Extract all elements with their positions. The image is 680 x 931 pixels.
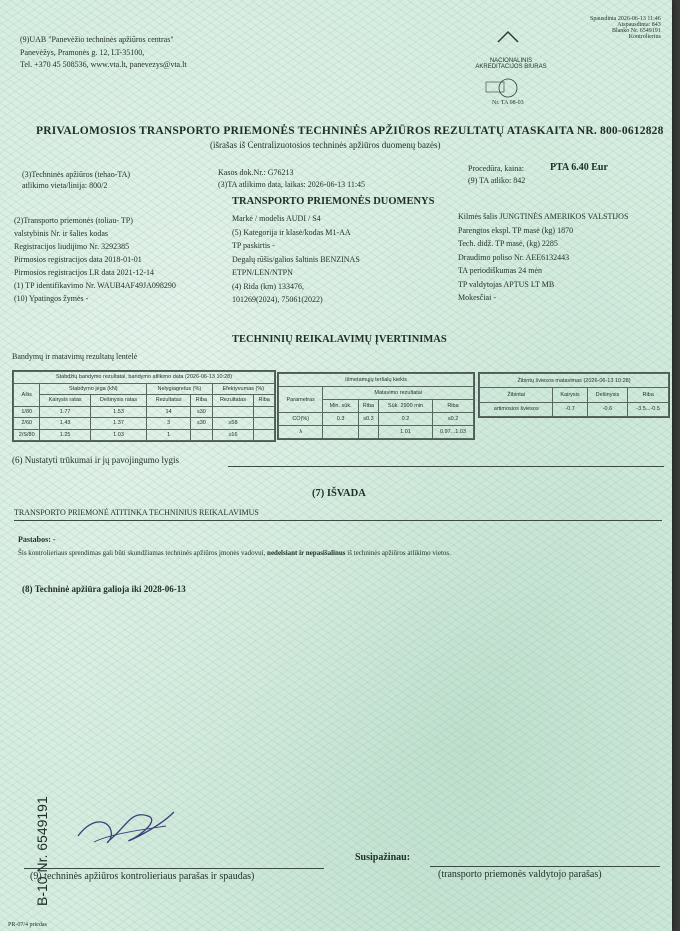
appeal-text-bold: nedelsiant ir nepasišalinus [267, 549, 346, 557]
table-cell: 1 [147, 429, 191, 441]
table-cell: 1.25 [40, 429, 90, 441]
table-cell: ≤30 [190, 418, 212, 430]
notes-label: Pastabos: - [18, 535, 56, 544]
defects-line [228, 466, 664, 467]
vehicle-field: Registracijos liudijimo Nr. 3292385 [14, 242, 130, 251]
table-header: Sūk. 2900 min [379, 400, 433, 413]
table-cell: 0.2 [379, 413, 433, 426]
vehicle-field: (1) TP identifikavimo Nr. WAUB4AF49JA098290 [14, 281, 176, 290]
vehicle-middle-column [232, 212, 360, 307]
vehicle-field: TP valdytojas APTUS LT MB [458, 279, 555, 289]
table-subheader: Rezultatas [212, 395, 254, 407]
table-cell: λ [279, 426, 323, 439]
requirements-heading: TECHNINIŲ REIKALAVIMŲ ĮVERTINIMAS [232, 334, 447, 345]
table-cell [212, 406, 254, 418]
table-header: Kairysis [553, 388, 587, 402]
vehicle-field: (5) Kategorija ir klasė/kodas M1-AA [232, 227, 351, 237]
table-caption: Stabdžių bandymo rezultatai, bandymo atlikimo data (2026-06-13 10:28) [14, 372, 275, 384]
table-row [14, 418, 275, 430]
table-subheader: Dešinysis ratas [90, 395, 146, 407]
vehicle-field: Pirmosios registracijos data 2018-01-01 [14, 255, 142, 264]
table-cell [190, 429, 212, 441]
cash-doc: Kasos dok.Nr.: G76213 [218, 168, 294, 177]
vehicle-field: 101269(2024), 75061(2022) [232, 295, 323, 304]
vehicle-field: (4) Rida (km) 133476, [232, 281, 304, 291]
table-header: Ašis [14, 383, 40, 406]
conclusion-line [14, 520, 662, 521]
table-cell: 1.53 [90, 406, 146, 418]
accreditation-text: NACIONALINIS AKREDITACIJOS BIURAS [475, 58, 547, 70]
table-row [14, 406, 275, 418]
vehicle-field: TA periodiškumas 24 mėn [458, 266, 543, 275]
table-cell: 1.77 [40, 406, 90, 418]
vehicle-field: Parengtos ekspl. TP masė (kg) 1870 [458, 225, 574, 235]
accreditation-logo-icon [456, 30, 566, 110]
table-header: Efektyvumas (%) [212, 383, 274, 395]
signature-icon [70, 790, 190, 860]
emissions-table [277, 372, 475, 440]
table-cell: ≤0.2 [432, 413, 473, 426]
inspection-time: (3)TA atlikimo data, laikas: 2026-06-13 11:45 [218, 180, 366, 189]
accreditation-stamp [456, 30, 566, 110]
table-header: Dešinysis [587, 388, 628, 402]
table-cell: ≥16 [212, 429, 254, 441]
print-info: Spausdinta 2026-06-13 11:46 Atspausdinta: 843 Blanko Nr. 6549191 Kontrolierius [590, 16, 661, 40]
vehicle-field: Draudimo poliso Nr. AEE6132443 [458, 252, 570, 262]
table-cell [254, 418, 275, 430]
defects-label: (6) Nustatyti trūkumai ir jų pavojingumo lygis [12, 455, 179, 465]
vehicle-field: Pirmosios registracijos LR data 2021-12-14 [14, 268, 154, 277]
table-header: Matavimo rezultatai [323, 387, 474, 400]
report-subtitle: (išrašas iš Centralizuotosios techninės apžiūros duomenų bazės) [210, 140, 441, 150]
conclusion-heading: (7) IŠVADA [312, 488, 366, 499]
table-cell: artimosios šviesos [480, 402, 553, 416]
table-header: Riba [432, 400, 473, 413]
vehicle-heading: TRANSPORTO PRIEMONĖS DUOMENYS [232, 196, 435, 207]
table-cell: 1.01 [379, 426, 433, 439]
table-header: Min. sūk. [323, 400, 358, 413]
company-name: (9)UAB "Panevėžio techninės apžiūros centras" [20, 35, 174, 44]
form-number: PR-07/4 priedas [8, 922, 47, 928]
appeal-text [18, 549, 451, 557]
table-cell: 2/60 [14, 418, 40, 430]
table-cell: -3.5...-0.5 [628, 402, 669, 416]
table-row [279, 413, 474, 426]
table-subheader: Kairysis ratas [40, 395, 90, 407]
table-cell: 14 [147, 406, 191, 418]
table-header: Riba [628, 388, 669, 402]
vehicle-field: (2)Transporto priemonės (toliau- TP) [14, 216, 133, 225]
vehicle-field: valstybinis Nr. ir šalies kodas [14, 229, 108, 238]
table-cell: ≤0.3 [358, 413, 378, 426]
vehicle-left-column [14, 214, 176, 305]
vehicle-right-column [458, 210, 628, 305]
company-contact: Tel. +370 45 508536, www.vta.lt, panevezys@vta.lt [20, 60, 187, 69]
blank-number: B-10 Nr. 6549191 [34, 796, 50, 906]
vehicle-field: Markė / modelis AUDI / S4 [232, 214, 321, 223]
table-cell: ≥58 [212, 418, 254, 430]
table-cell: 1.43 [40, 418, 90, 430]
table-cell [358, 426, 378, 439]
vehicle-field: Kilmės šalis JUNGTINĖS AMERIKOS VALSTIJOS [458, 212, 629, 221]
conclusion-text: TRANSPORTO PRIEMONĖ ATITINKA TECHNINIUS REIKALAVIMUS [14, 508, 259, 517]
inspector-code: (9) TA atliko: 842 [468, 176, 526, 185]
procedure-price: PTA 6.40 Eur [550, 162, 608, 173]
table-subheader: Riba [254, 395, 275, 407]
table-row [279, 426, 474, 439]
table-cell: 1.03 [90, 429, 146, 441]
table-header: Nelygiagretus (%) [147, 383, 212, 395]
table-header: Parametras [279, 387, 323, 413]
table-cell [254, 429, 275, 441]
table-cell: ≤30 [190, 406, 212, 418]
validity-date: (8) Techninė apžiūra galioja iki 2028-06-13 [22, 584, 186, 594]
table-cell: 1.37 [90, 418, 146, 430]
table-row [14, 429, 275, 441]
table-cell: -0.6 [587, 402, 628, 416]
appeal-text-part: Šis kontrolieriaus sprendimas gali būti skundžiamas techninės apžiūros įmonės vadovui, [18, 549, 266, 557]
vehicle-field: Degalų rūšis/galios šaltinis BENZINAS [232, 254, 360, 264]
brakes-table [12, 370, 276, 442]
table-caption: Žibintų šviesos matavimas (2026-06-13 10:28) [480, 374, 669, 388]
inspection-place: atlikimo vieta/linija: 800/2 [22, 181, 108, 190]
vehicle-field: ETPN/LEN/NTPN [232, 268, 293, 277]
table-caption: Išmetamųjų teršalų kiekis [279, 374, 474, 387]
table-cell: 2/S/80 [14, 429, 40, 441]
controller-signature-label: (9) techninės apžiūros kontrolieriaus parašas ir spaudas) [30, 871, 255, 882]
table-header: Stabdymo jėga (kN) [40, 383, 147, 395]
vehicle-field: Mokesčiai - [458, 293, 496, 302]
accreditation-number: Nr. TA 08-03 [492, 100, 524, 106]
table-cell: 0.97...1.03 [432, 426, 473, 439]
table-subheader: Rezultatas [147, 395, 191, 407]
table-subheader: Riba [190, 395, 212, 407]
vehicle-field: TP paskirtis - [232, 241, 275, 250]
report-title: PRIVALOMOSIOS TRANSPORTO PRIEMONĖS TECHNINĖS APŽIŪROS REZULTATŲ ATASKAITA NR. 800-0612828 [36, 125, 664, 137]
table-cell: -0.7 [553, 402, 587, 416]
tests-label: Bandymų ir matavimų rezultatų lentelė [12, 352, 138, 361]
table-row [480, 402, 669, 416]
table-header: Žibintai [480, 388, 553, 402]
owner-signature-line [430, 866, 660, 867]
table-cell: CO(%) [279, 413, 323, 426]
owner-signature-label: (transporto priemonės valdytojo parašas) [438, 869, 602, 880]
table-cell: 1/80 [14, 406, 40, 418]
table-cell [254, 406, 275, 418]
procedure-label: Procedūra, kaina: [468, 164, 524, 173]
appeal-text-end: iš techninės apžiūros atlikimo vietos. [347, 549, 451, 557]
vehicle-field: (10) Ypatingos žymės - [14, 294, 89, 303]
table-cell [323, 426, 358, 439]
table-cell: 0.3 [323, 413, 358, 426]
company-address: Panevėžys, Pramonės g. 12, LT-35100, [20, 48, 145, 57]
lights-table [478, 372, 670, 418]
controller-signature-line [24, 868, 324, 869]
table-header: Riba [358, 400, 378, 413]
inspection-place-label: (3)Techninės apžiūros (tehao-TA) [22, 170, 131, 179]
table-cell: 3 [147, 418, 191, 430]
acknowledged-label: Susipažinau: [355, 852, 411, 863]
vehicle-field: Tech. didž. TP masė, (kg) 2285 [458, 239, 558, 248]
